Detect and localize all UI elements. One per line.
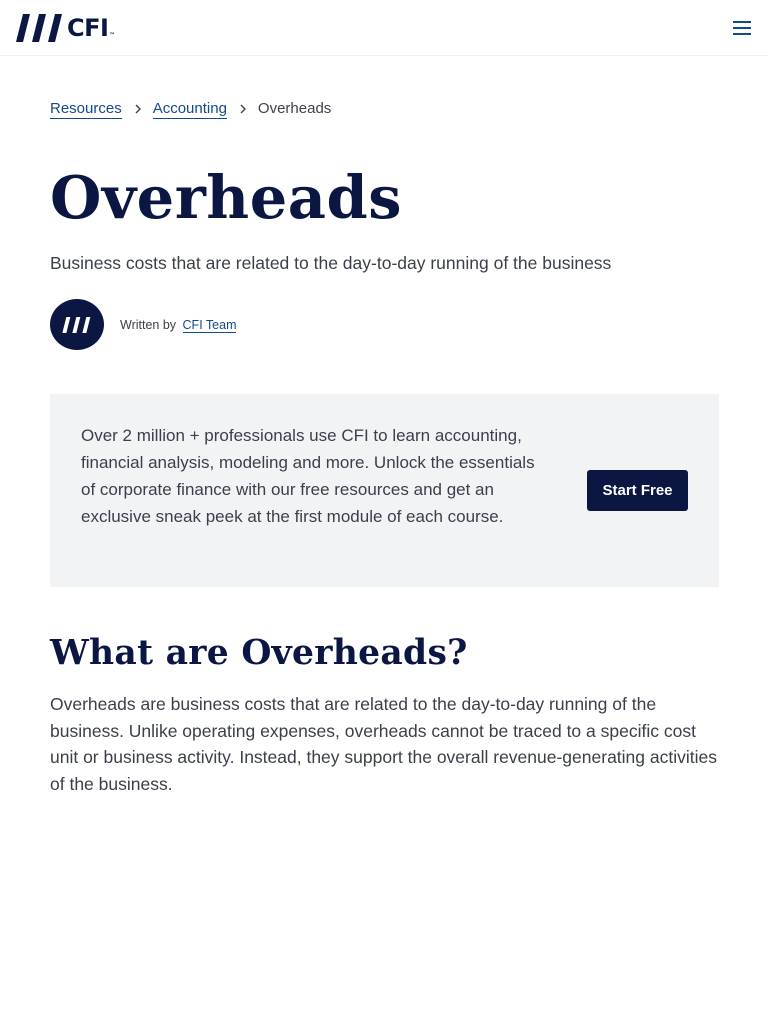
author-text — [120, 318, 236, 332]
page-title: Overheads — [50, 163, 402, 232]
section-heading: What are Overheads? — [50, 633, 468, 673]
breadcrumb-link-resources[interactable]: Resources — [50, 99, 122, 117]
author-byline — [50, 299, 236, 350]
cfi-logo[interactable] — [14, 12, 114, 44]
breadcrumb-link-accounting[interactable]: Accounting — [152, 99, 227, 117]
hamburger-icon — [732, 19, 752, 37]
promo-text: Over 2 million + professionals use CFI to learn accounting, financial analysis, modeling and more. Unlock the essentials of corporate finance with our free resources and get an exclusive sneak peek at the first module of each course. — [81, 426, 535, 526]
breadcrumb-current: Overheads — [257, 100, 332, 117]
page-subtitle: Business costs that are related to the day-to-day running of the business — [50, 253, 612, 273]
start-free-button[interactable]: Start Free — [587, 470, 688, 511]
author-prefix: Written by — [120, 317, 177, 332]
breadcrumb — [50, 99, 331, 119]
promo-banner — [50, 394, 719, 587]
author-avatar — [50, 299, 104, 350]
menu-button[interactable] — [730, 16, 754, 40]
author-link[interactable]: CFI Team — [182, 317, 237, 332]
chevron-right-icon — [238, 104, 248, 114]
chevron-right-icon — [133, 104, 143, 114]
cfi-logo-icon — [59, 315, 95, 335]
top-navigation-bar — [0, 0, 768, 56]
cfi-logo-icon — [14, 13, 64, 43]
logo-trademark: ™ — [109, 32, 115, 38]
section-paragraph: Overheads are business costs that are related to the day-to-day running of the business. Unlike operating expenses, overheads cannot be traced to a specific cost unit or business activity. Instead, they support the overall revenue-generating activities of the business. — [50, 694, 717, 795]
logo-wordmark: CFI — [67, 14, 109, 42]
